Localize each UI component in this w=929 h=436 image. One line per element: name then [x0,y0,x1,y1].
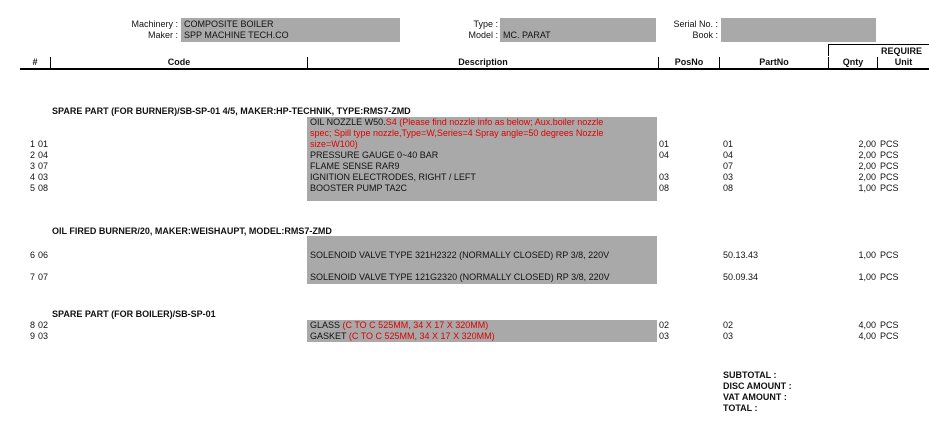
book-label: Book : [692,30,718,40]
type-model-field [500,18,656,42]
description-text: SOLENOID VALVE TYPE 321H2322 (NORMALLY CLOSED) RP 3/8, 220V [310,250,610,260]
col-divider [877,57,878,70]
row-qnty: 2,00 [858,172,876,182]
row-qnty: 1,00 [858,183,876,193]
row-unit: PCS [880,272,899,282]
total-label: TOTAL : [723,403,758,413]
machinery-label: Machinery : [131,19,178,29]
row-unit: PCS [880,250,899,260]
maker-value: SPP MACHINE TECH.CO [184,30,289,40]
description-text: IGNITION ELECTRODES, RIGHT / LEFT [310,172,476,182]
row-code: 04 [38,150,49,160]
description-block [307,117,657,201]
row-partno: 03 [723,172,734,182]
row-qnty: 4,00 [858,331,876,341]
row-number: 7 [29,272,35,282]
row-number: 4 [29,172,35,182]
col-posno: PosNo [659,57,719,70]
description-text: GLASS [310,320,343,330]
description-text: BOOSTER PUMP TA2C [310,183,408,193]
row-partno: 08 [723,183,734,193]
col-divider [307,57,308,70]
description-note: spec; Spill type nozzle,Type=W,Series=4 Spray angle=50 degrees Nozzle [310,128,604,138]
col-divider [828,57,829,70]
model-value: MC. PARAT [503,30,551,40]
serial-book-field [721,18,876,42]
description-note: (C TO C 525MM, 34 X 17 X 320MM) [348,331,495,341]
row-unit: PCS [880,161,899,171]
row-code: 03 [38,172,49,182]
description-note: (C TO C 525MM, 34 X 17 X 320MM) [342,320,489,330]
description-line [310,320,488,331]
row-partno: 03 [723,331,734,341]
row-posno: 03 [659,172,670,182]
row-qnty: 1,00 [858,250,876,260]
row-unit: PCS [880,139,899,149]
row-code: 01 [38,139,49,149]
row-qnty: 1,00 [858,272,876,282]
section-title: OIL FIRED BURNER/20, MAKER:WEISHAUPT, MODEL:RMS7-ZMD [52,226,332,236]
row-unit: PCS [880,183,899,193]
col-divider [658,57,659,70]
vat-amount-label: VAT AMOUNT : [723,392,787,402]
machinery-maker-field [181,18,400,42]
row-code: 02 [38,320,49,330]
row-qnty: 4,00 [858,320,876,330]
description-line [310,331,495,342]
col-num: # [20,57,50,70]
disc-amount-label: DISC AMOUNT : [723,381,792,391]
col-code: Code [51,57,307,70]
row-partno: 04 [723,150,734,160]
row-number: 2 [29,150,35,160]
row-code: 07 [38,272,49,282]
type-label: Type : [473,19,498,29]
description-note: size=W100) [310,139,358,149]
description-text: PRESSURE GAUGE 0~40 BAR [310,150,439,160]
row-partno: 01 [723,139,734,149]
row-number: 6 [29,250,35,260]
description-block [307,320,657,342]
row-partno: 02 [723,320,734,330]
row-unit: PCS [880,331,899,341]
description-text: SOLENOID VALVE TYPE 121G2320 (NORMALLY CLOSED) RP 3/8, 220V [310,272,610,282]
col-partno: PartNo [720,57,828,70]
col-description: Description [308,57,658,70]
description-note: S4 (Please find nozzle info as below; Aux.boiler nozzle [385,117,604,127]
row-unit: PCS [880,150,899,160]
row-number: 9 [29,331,35,341]
col-qnty: Qnty [829,57,877,70]
row-code: 06 [38,250,49,260]
row-partno: 50.13.43 [723,250,759,260]
required-header: REQUIRE [828,44,929,56]
serial-label: Serial No. : [673,19,718,29]
row-unit: PCS [880,172,899,182]
description-text: GASKET [310,331,349,341]
row-posno: 02 [659,320,670,330]
description-line [310,117,603,128]
subtotal-label: SUBTOTAL : [723,370,777,380]
row-code: 07 [38,161,49,171]
row-number: 5 [29,183,35,193]
section-title: SPARE PART (FOR BURNER)/SB-SP-01 4/5, MAKER:HP-TECHNIK, TYPE:RMS7-ZMD [52,106,411,116]
col-unit: Unit [878,57,929,70]
row-number: 3 [29,161,35,171]
row-qnty: 2,00 [858,139,876,149]
row-posno: 08 [659,183,670,193]
section-title: SPARE PART (FOR BOILER)/SB-SP-01 [52,309,216,319]
row-partno: 50.09.34 [723,272,759,282]
row-code: 03 [38,331,49,341]
description-text: FLAME SENSE RAR9 [310,161,400,171]
row-qnty: 2,00 [858,161,876,171]
row-partno: 07 [723,161,734,171]
description-text: OIL NOZZLE W50. [310,117,386,127]
row-code: 08 [38,183,49,193]
row-posno: 04 [659,150,670,160]
row-number: 1 [29,139,35,149]
col-divider [50,57,51,70]
row-posno: 01 [659,139,670,149]
col-divider [719,57,720,70]
maker-label: Maker : [147,30,178,40]
description-block [307,236,657,284]
row-unit: PCS [880,320,899,330]
machinery-value: COMPOSITE BOILER [184,19,274,29]
row-qnty: 2,00 [858,150,876,160]
row-number: 8 [29,320,35,330]
row-posno: 03 [659,331,670,341]
model-label: Model : [468,30,498,40]
